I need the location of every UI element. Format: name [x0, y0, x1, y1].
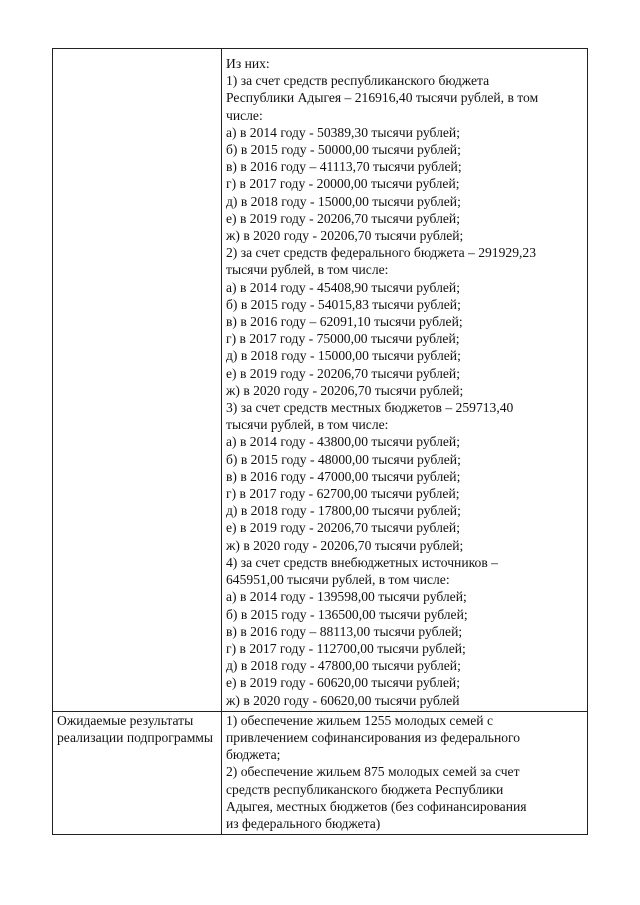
- financing-line: ж) в 2020 году - 60620,00 тысячи рублей: [226, 692, 460, 708]
- expected-result-line: привлечением софинансирования из федерального: [226, 729, 521, 745]
- financing-line: б) в 2015 году - 54015,83 тысячи рублей;: [226, 296, 461, 312]
- financing-line: а) в 2014 году - 50389,30 тысячи рублей;: [226, 124, 460, 140]
- financing-line: в) в 2016 году – 88113,00 тысячи рублей;: [226, 623, 463, 639]
- financing-line: б) в 2015 году - 48000,00 тысячи рублей;: [226, 451, 461, 467]
- financing-line: тысячи рублей, в том числе:: [226, 262, 389, 278]
- financing-line: г) в 2017 году - 112700,00 тысячи рублей;: [226, 640, 466, 656]
- financing-line: г) в 2017 году - 75000,00 тысячи рублей;: [226, 331, 460, 347]
- financing-line: ж) в 2020 году - 20206,70 тысячи рублей;: [226, 228, 464, 244]
- financing-line: е) в 2019 году - 20206,70 тысячи рублей;: [226, 520, 460, 536]
- expected-result-line: Адыгея, местных бюджетов (без софинансирования: [226, 798, 527, 814]
- financing-line: 2) за счет средств федерального бюджета – 291929,23: [226, 245, 536, 261]
- financing-line: а) в 2014 году - 139598,00 тысячи рублей;: [226, 589, 467, 605]
- financing-line: а) в 2014 году - 43800,00 тысячи рублей;: [226, 434, 460, 450]
- financing-line: числе:: [226, 107, 263, 123]
- financing-line: Республики Адыгея – 216916,40 тысячи рублей, в том: [226, 90, 539, 106]
- financing-line: в) в 2016 году – 41113,70 тысячи рублей;: [226, 159, 462, 175]
- expected-results-label-cell: [53, 711, 222, 834]
- financing-details-cell: [222, 49, 588, 712]
- financing-line: е) в 2019 году - 20206,70 тысячи рублей;: [226, 365, 460, 381]
- table-row-expected-results: [53, 711, 588, 834]
- expected-result-line: 1) обеспечение жильем 1255 молодых семей с: [226, 712, 493, 728]
- expected-result-line: из федерального бюджета): [226, 815, 381, 831]
- financing-line: ж) в 2020 году - 20206,70 тысячи рублей;: [226, 537, 464, 553]
- financing-line: 645951,00 тысячи рублей, в том числе:: [226, 572, 450, 588]
- financing-line: д) в 2018 году - 15000,00 тысячи рублей;: [226, 348, 461, 364]
- financing-line: д) в 2018 году - 15000,00 тысячи рублей;: [226, 193, 461, 209]
- table-row-financing: [53, 49, 588, 712]
- financing-line: г) в 2017 году - 20000,00 тысячи рублей;: [226, 176, 460, 192]
- financing-line: е) в 2019 году - 20206,70 тысячи рублей;: [226, 210, 460, 226]
- financing-line: д) в 2018 году - 47800,00 тысячи рублей;: [226, 658, 461, 674]
- table-cell-left-empty: [53, 49, 222, 712]
- expected-result-line: средств республиканского бюджета Республики: [226, 781, 504, 797]
- financing-line: тысячи рублей, в том числе:: [226, 417, 389, 433]
- financing-line: 4) за счет средств внебюджетных источников –: [226, 554, 498, 570]
- financing-line: в) в 2016 году – 62091,10 тысячи рублей;: [226, 314, 463, 330]
- financing-line: г) в 2017 году - 62700,00 тысячи рублей;: [226, 486, 460, 502]
- passport-table: [52, 48, 588, 835]
- expected-results-cell: [222, 711, 588, 834]
- financing-line: в) в 2016 году - 47000,00 тысячи рублей;: [226, 468, 461, 484]
- financing-line: б) в 2015 году - 136500,00 тысячи рублей;: [226, 606, 468, 622]
- financing-line: д) в 2018 году - 17800,00 тысячи рублей;: [226, 503, 461, 519]
- financing-line: 3) за счет средств местных бюджетов – 259713,40: [226, 400, 514, 416]
- financing-line: е) в 2019 году - 60620,00 тысячи рублей;: [226, 675, 460, 691]
- financing-line: б) в 2015 году - 50000,00 тысячи рублей;: [226, 142, 461, 158]
- financing-line: Из них:: [226, 56, 270, 71]
- expected-results-label: Ожидаемые результаты реализации подпрограммы: [57, 712, 214, 745]
- expected-result-line: 2) обеспечение жильем 875 молодых семей за счет: [226, 764, 520, 780]
- financing-line: ж) в 2020 году - 20206,70 тысячи рублей;: [226, 382, 464, 398]
- financing-line: а) в 2014 году - 45408,90 тысячи рублей;: [226, 279, 460, 295]
- expected-result-line: бюджета;: [226, 747, 281, 763]
- financing-line: 1) за счет средств республиканского бюджета: [226, 73, 490, 89]
